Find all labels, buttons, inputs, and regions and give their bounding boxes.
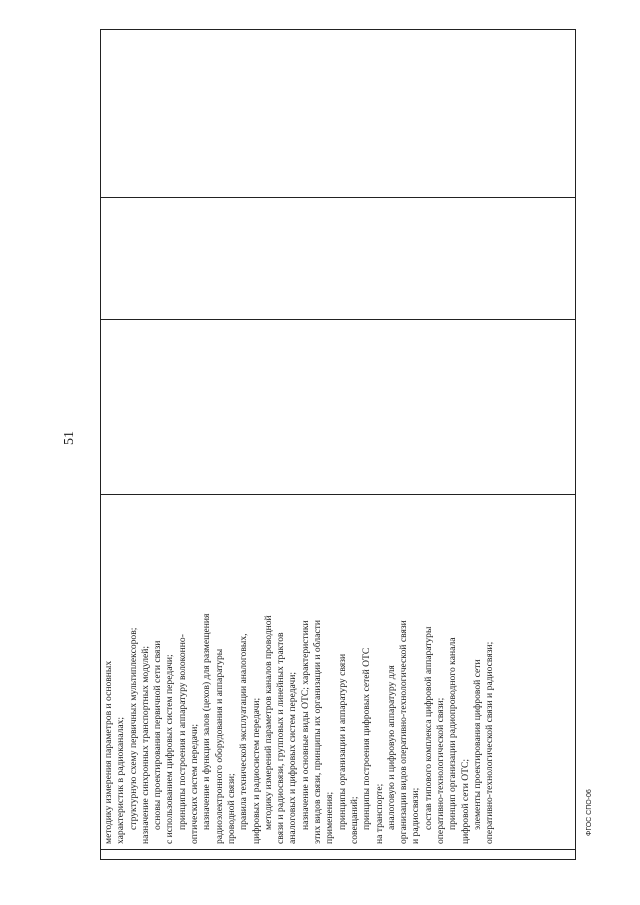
content-line: и радиосвязи; (410, 787, 422, 844)
table-container (100, 30, 576, 860)
table-cell-content (101, 495, 576, 850)
content-line: назначение и основные виды ОТС; характеристики (299, 620, 311, 830)
competency-table (100, 29, 576, 860)
content-line: элементы проектирования цифровой сети (471, 659, 483, 830)
content-line: методику измерений параметров каналов проводной (262, 615, 274, 830)
content-line: связи и радиосвязи, групповых и линейных трактов (275, 632, 287, 844)
content-line: принципы построения цифровых сетей ОТС (361, 647, 373, 830)
table-cell-index (101, 850, 576, 860)
content-line: состав типового комплекса цифровой аппаратуры (422, 626, 434, 830)
content-text (103, 500, 497, 844)
content-line: проводной связи; (225, 773, 237, 844)
content-line: с использованием цифровых систем передачи; (164, 654, 176, 844)
table-cell-empty (101, 198, 576, 320)
content-line: аналоговых и цифровых систем передачи; (287, 671, 299, 844)
table-row (101, 30, 576, 860)
content-line: основы проектирования первичной сети связи (152, 640, 164, 830)
content-line: оперативно-технологической связи и радиосвязи; (484, 641, 496, 844)
footer-label: ФГОС СПО-06 (586, 789, 593, 836)
content-line: принцип организации радиопроводного канала (447, 637, 459, 830)
content-line: структурную схему первичных мультиплексоров; (127, 627, 139, 830)
content-line: радиоэлектронного оборудования и аппаратуры (213, 648, 225, 844)
content-line: принципы организации и аппаратуру связи (336, 653, 348, 830)
table-cell-empty (101, 320, 576, 495)
content-line: принципы построения и аппаратуру волоконно- (176, 634, 188, 830)
content-line: этих видов связи, принципы их организации и области (312, 620, 324, 844)
content-line: на транспорте; (373, 783, 385, 844)
content-line: применения; (324, 791, 336, 844)
content-line: цифровых и радиосистем передачи; (250, 697, 262, 844)
content-line: аналоговую и цифровую аппаратуру для (385, 665, 397, 830)
content-line: цифровой сети ОТС; (459, 758, 471, 844)
page-number: 51 (62, 431, 77, 445)
content-line: назначение и функции залов (цехов) для размещения (201, 613, 213, 830)
content-line: методику измерения параметров и основных (103, 660, 114, 844)
content-line: оптических систем передачи; (189, 723, 201, 844)
content-line: правила технической эксплуатации аналоговых, (238, 633, 250, 830)
content-line: характеристик в радиоканалах; (115, 716, 127, 844)
table-cell-empty (101, 30, 576, 198)
content-line: совещаний; (348, 796, 360, 844)
content-line: организации видов оперативно-технологической связи (398, 620, 410, 844)
content-line: назначение синхронных транспортных модулей; (139, 645, 151, 844)
content-line: оперативно-технологической связи; (435, 697, 447, 844)
